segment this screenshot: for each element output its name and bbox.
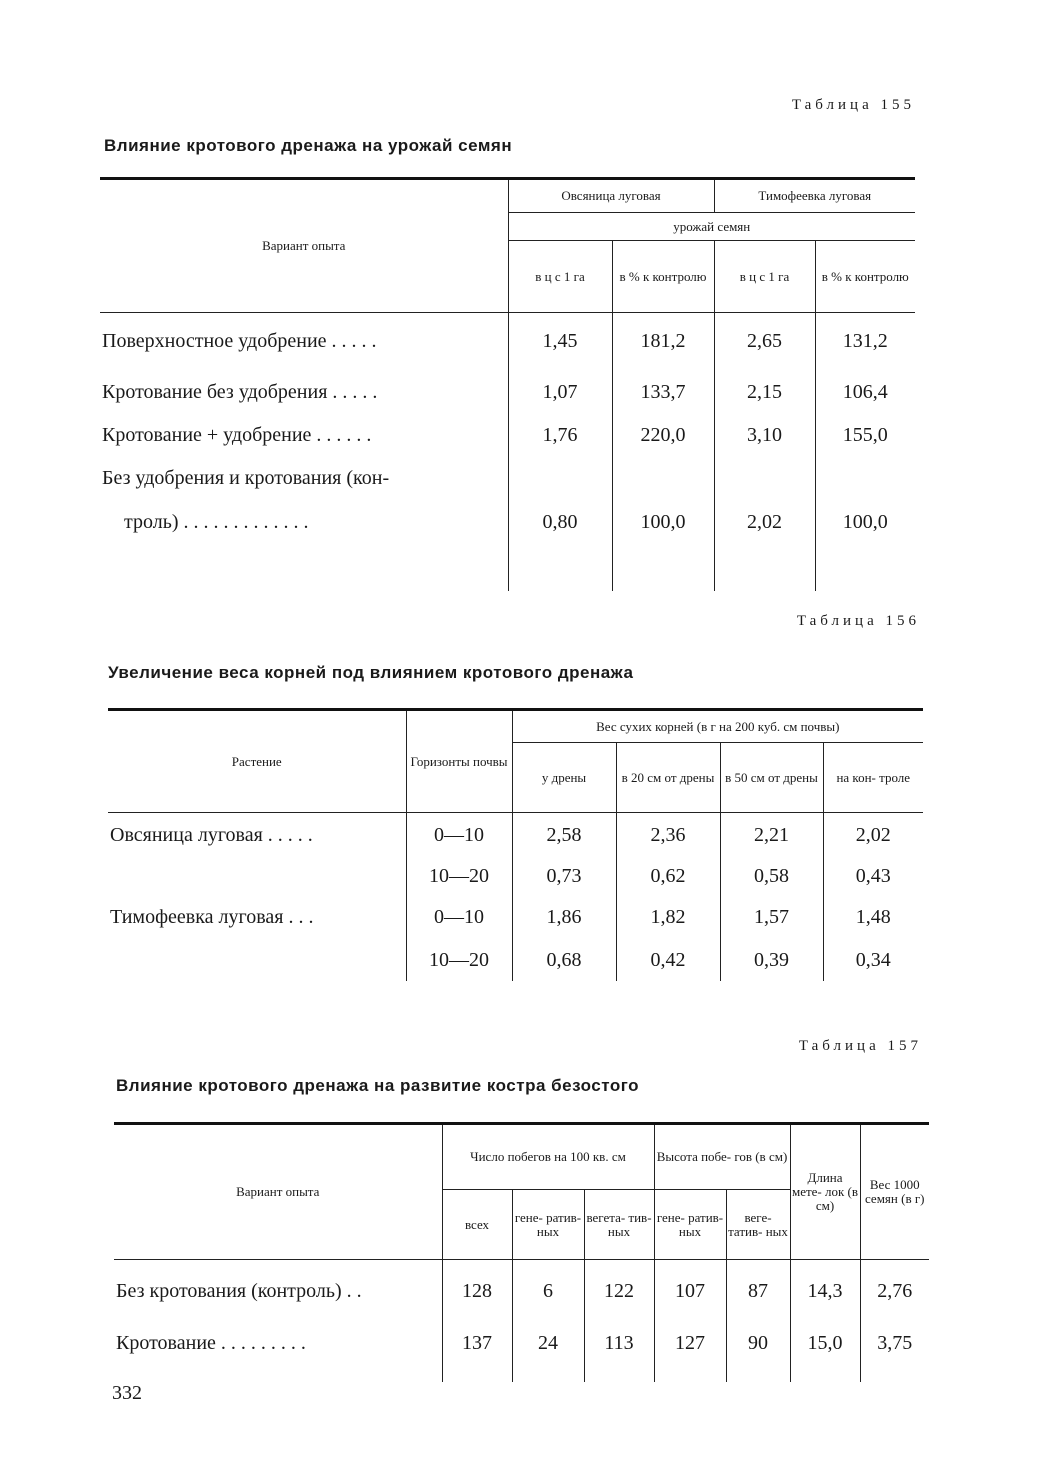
table-155-number: Таблица 155	[791, 97, 915, 113]
col-plant: Растение	[108, 710, 406, 813]
col-shoots-gen: гене- ратив- ных	[512, 1190, 584, 1260]
cell: 87	[726, 1260, 790, 1324]
table-row	[100, 414, 915, 457]
table-157	[114, 1122, 929, 1382]
cell: 90	[726, 1324, 790, 1364]
row-label: Без кротования (контроль) . .	[116, 1280, 362, 1303]
cell: 0,68	[512, 941, 616, 981]
table-157-number: Таблица 157	[798, 1038, 922, 1054]
cell: 1,76	[508, 414, 612, 457]
cell: 0,58	[720, 859, 823, 895]
cell: 155,0	[815, 414, 915, 457]
row-label: Поверхностное удобрение . . . . .	[102, 330, 377, 353]
row-plant	[108, 859, 406, 895]
col-oat-pct: в % к контролю	[612, 241, 714, 313]
cell: 2,36	[616, 813, 720, 859]
row-label-cont: троль) . . . . . . . . . . . . .	[124, 511, 309, 533]
table-155-title: Влияние кротового дренажа на урожай семян	[104, 136, 513, 155]
col-timothy-pct: в % к контролю	[815, 241, 915, 313]
cell: 137	[442, 1324, 512, 1364]
cell: 2,65	[714, 313, 815, 371]
row-plant	[108, 941, 406, 981]
col-variant: Вариант опыта	[114, 1124, 442, 1260]
table-157-title: Влияние кротового дренажа на развитие костра безостого	[116, 1076, 639, 1095]
table-row	[114, 1260, 929, 1324]
cell: 2,15	[714, 371, 815, 414]
cell: 2,02	[714, 501, 815, 545]
cell: 2,76	[860, 1260, 929, 1324]
table-row	[100, 371, 915, 414]
cell: 0—10	[406, 895, 512, 941]
col-group-timothy: Тимофеевка луговая	[714, 179, 915, 213]
cell: 3,10	[714, 414, 815, 457]
row-plant: Тимофеевка луговая . . .	[110, 906, 314, 928]
col-control: на кон- троле	[823, 743, 923, 813]
cell: 0,39	[720, 941, 823, 981]
row-label: Кротование + удобрение . . . . . .	[102, 423, 372, 446]
cell: 128	[442, 1260, 512, 1324]
cell: 1,07	[508, 371, 612, 414]
cell: 2,02	[823, 813, 923, 859]
cell: 0,62	[616, 859, 720, 895]
col-subgroup-yield: урожай семян	[508, 213, 915, 241]
cell: 107	[654, 1260, 726, 1324]
col-horizon: Горизонты почвы	[406, 710, 512, 813]
table-row	[108, 813, 923, 859]
table-row	[108, 859, 923, 895]
page-number: 332	[112, 1382, 142, 1404]
cell: 1,82	[616, 895, 720, 941]
cell: 0,42	[616, 941, 720, 981]
cell: 100,0	[815, 501, 915, 545]
cell: 0,73	[512, 859, 616, 895]
cell: 10—20	[406, 859, 512, 895]
cell: 106,4	[815, 371, 915, 414]
col-oat-cwt: в ц с 1 га	[508, 241, 612, 313]
table-row	[108, 895, 923, 941]
cell: 10—20	[406, 941, 512, 981]
row-label: Кротование без удобрения . . . . .	[102, 380, 378, 403]
row-plant: Овсяница луговая . . . . .	[110, 824, 313, 847]
cell: 122	[584, 1260, 654, 1324]
cell: 181,2	[612, 313, 714, 371]
table-row	[100, 501, 915, 545]
row-label: Без удобрения и кротования (кон-	[102, 467, 390, 489]
table-155	[100, 177, 915, 591]
cell: 131,2	[815, 313, 915, 371]
col-at-drain: у дрены	[512, 743, 616, 813]
table-row	[100, 313, 915, 371]
cell: 1,57	[720, 895, 823, 941]
table-row	[114, 1324, 929, 1364]
cell: 14,3	[790, 1260, 860, 1324]
cell: 24	[512, 1324, 584, 1364]
cell: 1,86	[512, 895, 616, 941]
col-shoots-veg: вегета- тив- ных	[584, 1190, 654, 1260]
col-height-veg: веге- татив- ных	[726, 1190, 790, 1260]
col-variant: Вариант опыта	[100, 179, 508, 313]
cell: 0,34	[823, 941, 923, 981]
cell: 1,45	[508, 313, 612, 371]
table-156	[108, 708, 923, 981]
cell: 113	[584, 1324, 654, 1364]
table-156-title: Увеличение веса корней под влиянием кротового дренажа	[108, 663, 634, 682]
cell: 100,0	[612, 501, 714, 545]
cell: 0,43	[823, 859, 923, 895]
cell: 6	[512, 1260, 584, 1324]
col-group-oat: Овсяница луговая	[508, 179, 714, 213]
col-height-gen: гене- ратив- ных	[654, 1190, 726, 1260]
table-row	[100, 457, 915, 501]
col-seed-weight: Вес 1000 семян (в г)	[860, 1124, 929, 1260]
cell: 15,0	[790, 1324, 860, 1364]
col-timothy-cwt: в ц с 1 га	[714, 241, 815, 313]
cell: 2,21	[720, 813, 823, 859]
cell: 133,7	[612, 371, 714, 414]
col-50cm: в 50 см от дрены	[720, 743, 823, 813]
cell: 220,0	[612, 414, 714, 457]
table-row	[108, 941, 923, 981]
col-group-height: Высота побе- гов (в см)	[654, 1124, 790, 1190]
col-group-root-weight: Вес сухих корней (в г на 200 куб. см почвы)	[512, 710, 923, 743]
cell: 0—10	[406, 813, 512, 859]
cell: 3,75	[860, 1324, 929, 1364]
cell: 0,80	[508, 501, 612, 545]
cell: 127	[654, 1324, 726, 1364]
cell: 1,48	[823, 895, 923, 941]
cell: 2,58	[512, 813, 616, 859]
col-shoots-all: всех	[442, 1190, 512, 1260]
row-label: Кротование . . . . . . . . .	[116, 1332, 306, 1354]
col-panicle-length: Длина мете- лок (в см)	[790, 1124, 860, 1260]
col-20cm: в 20 см от дрены	[616, 743, 720, 813]
col-group-shoots: Число побегов на 100 кв. см	[442, 1124, 654, 1190]
table-156-number: Таблица 156	[796, 613, 920, 629]
